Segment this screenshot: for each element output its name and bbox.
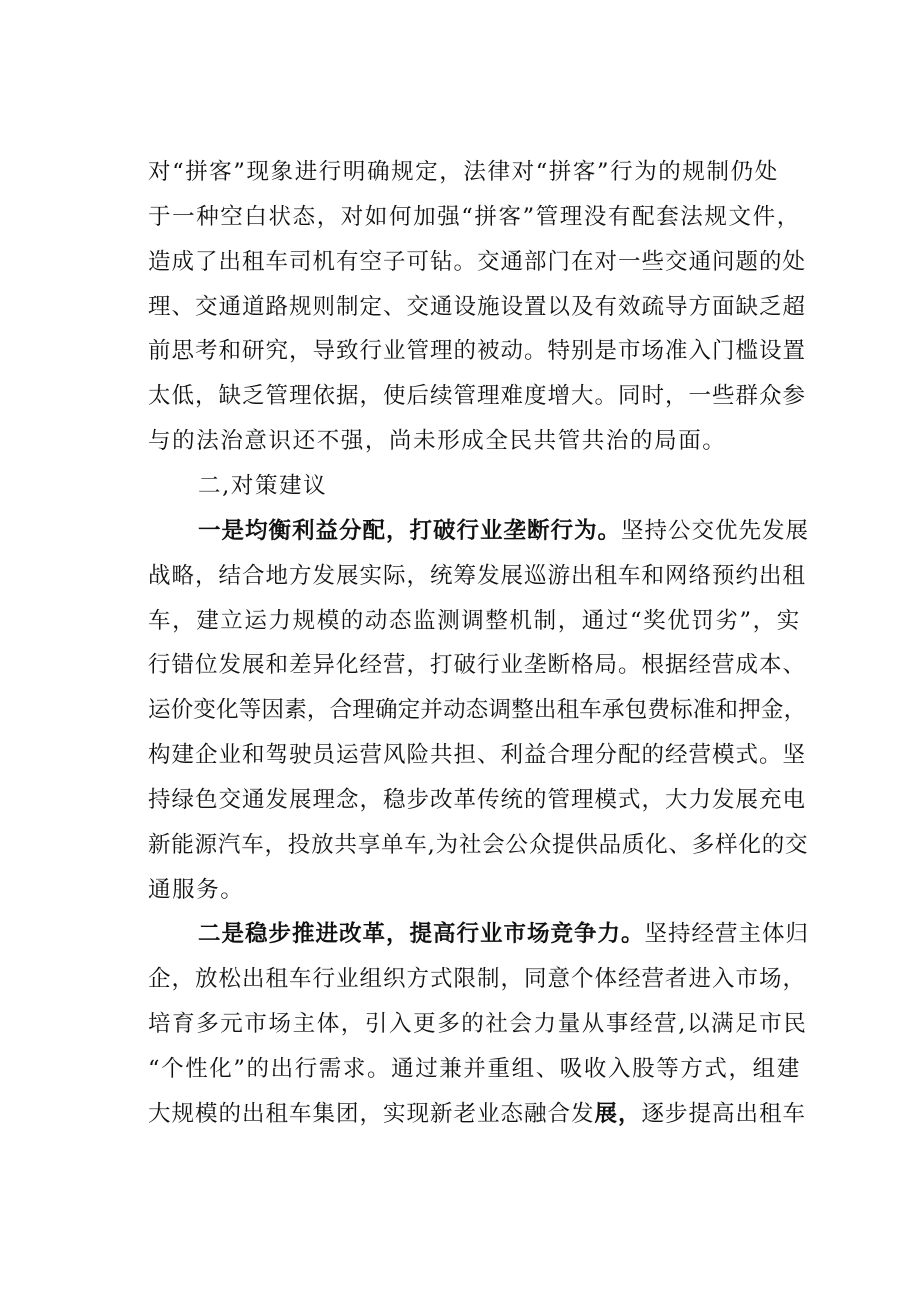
section-2-lead: 二是稳步推进改革，提高行业市场竞争力。 [198,921,645,947]
paragraph-line: 太低，缺乏管理依据，使后续管理难度增大。同时，一些群众参 [148,383,807,409]
paragraph-line: 培育多元市场主体，引入更多的社会力量从事经营,以满足市民 [148,1011,808,1037]
paragraph-line: 与的法治意识还不强，尚未形成全民共管共治的局面。 [148,428,727,454]
last-line-after: 逐步提高出租车 [641,1101,807,1127]
paragraph-line: 持绿色交通发展理念，稳步改革传统的管理模式，大力发展充电 [148,787,807,813]
paragraph-line: 企，放松出租车行业组织方式限制，同意个体经营者进入市场， [148,966,807,992]
paragraph-line: 理、交通道路规则制定、交通设施设置以及有效疏导方面缺乏超 [148,294,807,320]
last-line-bold: 展， [594,1101,642,1127]
paragraph-line: “个性化”的出行需求。通过兼并重组、吸收入股等方式，组建 [148,1056,801,1082]
paragraph-line: 对“拼客”现象进行明确规定，法律对“拼客”行为的规制仍处 [148,159,779,185]
section-2-first-rest: 坚持经营主体归 [644,921,810,947]
paragraph-line-last [148,1099,808,1129]
section-1-lead: 一是均衡利益分配，打破行业垄断行为。 [198,518,622,544]
section-1-first-rest: 坚持公交优先发展 [621,518,810,544]
section-2-first-line [198,919,808,949]
last-line-before: 大规模的出租车集团，实现新老业态融合发 [148,1101,595,1127]
section-heading: 二,对策建议 [198,473,328,499]
paragraph-line: 于一种空白状态，对如何加强“拼客”管理没有配套法规文件， [148,204,801,230]
paragraph-line: 运价变化等因素，合理确定并动态调整出租车承包费标准和押金， [148,697,807,723]
section-1-first-line [198,516,808,546]
paragraph-line: 行错位发展和差异化经营，打破行业垄断格局。根据经营成本、 [148,652,807,678]
paragraph-line: 构建企业和驾驶员运营风险共担、利益合理分配的经营模式。坚 [148,742,807,768]
paragraph-line: 车，建立运力规模的动态监测调整机制，通过“奖优罚劣”，实 [148,608,801,634]
paragraph-line: 战略，结合地方发展实际，统筹发展巡游出租车和网络预约出租 [148,563,807,589]
paragraph-line: 通服务。 [148,877,245,903]
paragraph-line: 新能源汽车，投放共享单车,为社会公众提供品质化、多样化的交 [148,832,809,858]
paragraph-line: 造成了出租车司机有空子可钻。交通部门在对一些交通问题的处 [148,249,807,275]
paragraph-line: 前思考和研究，导致行业管理的被动。特别是市场准入门槛设置 [148,338,807,364]
